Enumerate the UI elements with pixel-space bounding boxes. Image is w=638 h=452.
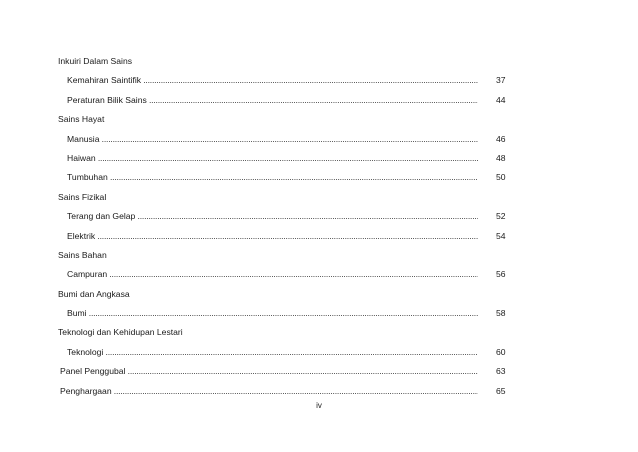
toc-section-heading: Bumi dan Angkasa: [58, 288, 130, 299]
toc-entry-label: Panel Penggubal .....: [60, 362, 478, 381]
toc-entry-label: Peraturan Bilik Sains .....: [67, 91, 478, 110]
toc-entry-page: 48: [496, 152, 506, 163]
toc-entry[interactable]: [58, 149, 518, 168]
toc-entry-page: 63: [496, 366, 506, 377]
toc-entry-page: 54: [496, 230, 506, 241]
toc-entry-page: 58: [496, 308, 506, 319]
toc-section-heading: Sains Fizikal: [58, 191, 107, 202]
toc-section-heading: Inkuiri Dalam Sains: [58, 56, 133, 66]
toc-entry[interactable]: [58, 71, 518, 90]
toc-entry[interactable]: [58, 362, 518, 381]
toc-entry-label: Elektrik .....: [67, 227, 478, 246]
toc-entry[interactable]: [58, 207, 518, 226]
toc-entry[interactable]: [58, 304, 518, 323]
toc-section-heading: Sains Bahan: [58, 249, 107, 260]
toc-section-heading: Sains Hayat: [58, 114, 105, 125]
toc-entry-label: Tumbuhan .....: [67, 168, 478, 187]
toc-entry-label: Teknologi .....: [67, 343, 478, 362]
toc-entry-page: 46: [496, 133, 506, 144]
toc-entry-label: Terang dan Gelap .....: [67, 207, 478, 226]
toc-entry-page: 65: [496, 385, 506, 396]
toc-entry-label: Penghargaan .....: [60, 382, 478, 401]
toc-entry-page: 50: [496, 172, 506, 183]
toc-entry[interactable]: [58, 91, 518, 110]
toc-entry-page: 56: [496, 269, 506, 280]
toc-entry[interactable]: [58, 227, 518, 246]
toc-entry[interactable]: [58, 130, 518, 149]
toc-section-heading: Teknologi dan Kehidupan Lestari: [58, 327, 183, 338]
toc-entry[interactable]: [58, 265, 518, 284]
toc-entry-page: 60: [496, 346, 506, 357]
toc-entry[interactable]: [58, 168, 518, 187]
toc-entry[interactable]: [58, 382, 518, 401]
toc-entry-label: Manusia .....: [67, 130, 478, 149]
page-number: iv: [316, 401, 322, 410]
table-of-contents: [58, 52, 518, 401]
toc-entry-label: Campuran .....: [67, 265, 478, 284]
toc-entry-label: Kemahiran Saintifik .....: [67, 71, 478, 90]
toc-entry-page: 44: [496, 94, 506, 105]
toc-entry[interactable]: [58, 343, 518, 362]
toc-entry-page: 37: [496, 75, 506, 86]
toc-entry-label: Bumi .....: [67, 304, 478, 323]
toc-entry-page: 52: [496, 211, 506, 222]
toc-entry-label: Haiwan .....: [67, 149, 478, 168]
